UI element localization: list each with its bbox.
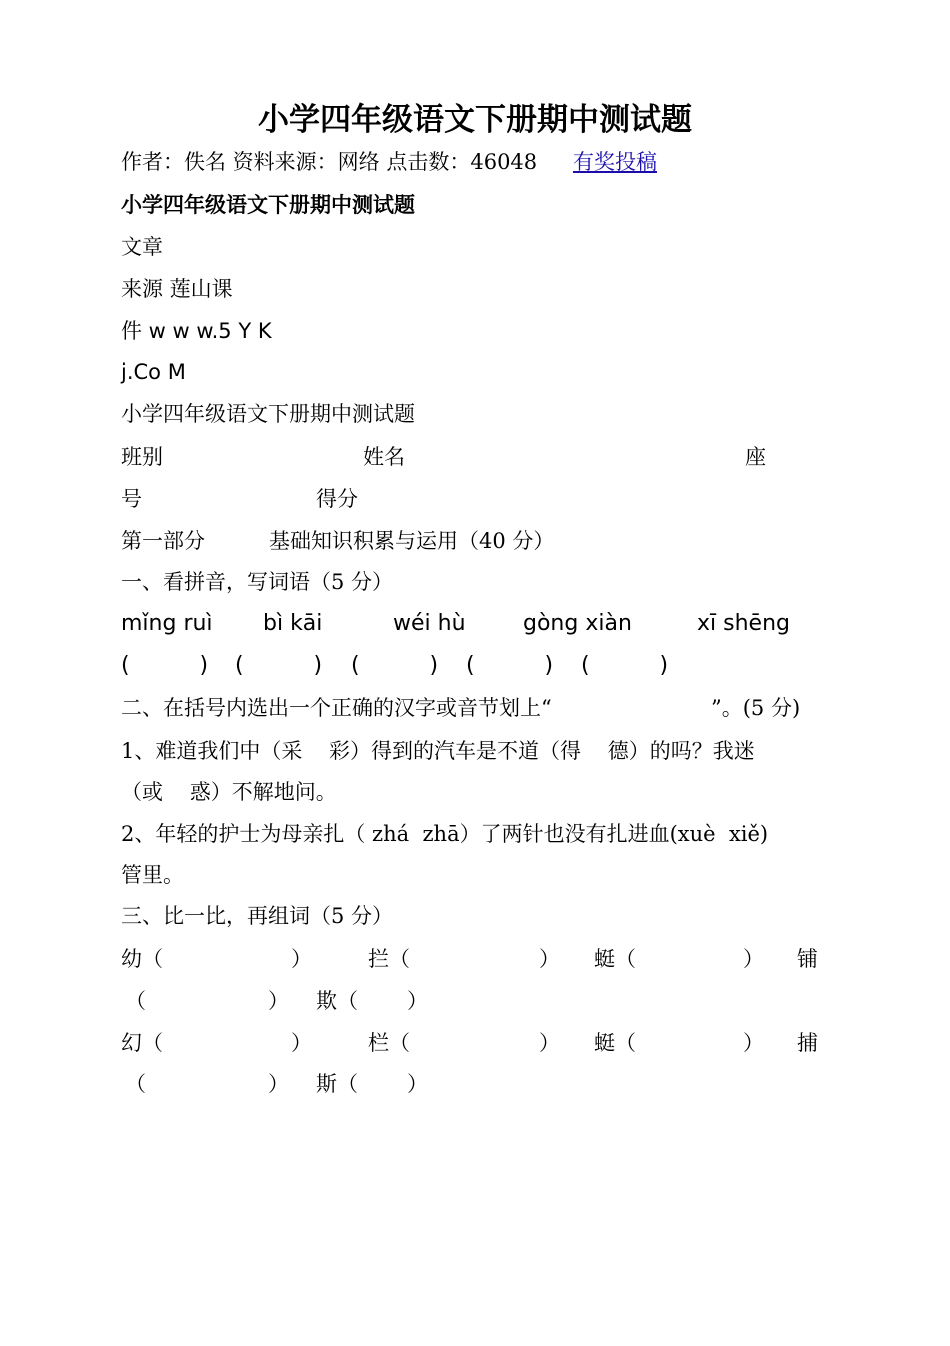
compare-cell: ） bbox=[539, 1031, 560, 1055]
compare-cell: 铺 bbox=[797, 947, 818, 971]
question-2-text: 二、在括号内选出一个正确的汉字或音节划上“ bbox=[121, 696, 552, 720]
compare-cell: 拦（ bbox=[368, 947, 410, 971]
compare-cell: 栏（ bbox=[368, 1031, 410, 1055]
answer-bracket: ( ) bbox=[581, 653, 669, 678]
question-2-item-2: 2、年轻的护士为母亲扎（ zhá zhā）了两针也没有扎进血(xuè xiě) bbox=[121, 822, 769, 846]
compare-cell: 蜓（ bbox=[594, 947, 636, 971]
compare-cell: （ bbox=[125, 1072, 146, 1096]
compare-cell: 幼（ bbox=[121, 947, 163, 971]
compare-cell: 幻（ bbox=[121, 1031, 163, 1055]
compare-cell: ） bbox=[743, 1031, 764, 1055]
answer-bracket: ( ) bbox=[235, 653, 323, 678]
compare-cell: ） bbox=[539, 947, 560, 971]
meta-line bbox=[121, 148, 830, 176]
pinyin-item: mǐng ruì bbox=[121, 611, 213, 636]
class-label: 班别 bbox=[121, 445, 163, 469]
text-line: 件 w w w.5 Y K bbox=[121, 319, 272, 343]
text-line: j.Co M bbox=[121, 360, 186, 384]
pinyin-item: xī shēng bbox=[697, 611, 790, 636]
compare-cell: （ bbox=[125, 989, 146, 1013]
compare-cell: ） bbox=[743, 947, 764, 971]
question-3: 三、比一比，再组词（5 分） bbox=[121, 904, 394, 928]
seat-label-cont: 号 bbox=[121, 487, 142, 511]
compare-cell: ） bbox=[291, 947, 312, 971]
compare-cell: ） bbox=[268, 989, 289, 1013]
compare-cell: 欺（ bbox=[316, 989, 358, 1013]
compare-cell: ） bbox=[407, 989, 428, 1013]
compare-cell: 蜓（ bbox=[594, 1031, 636, 1055]
seat-label: 座 bbox=[745, 445, 766, 469]
subtitle: 小学四年级语文下册期中测试题 bbox=[121, 192, 415, 217]
compare-cell: ） bbox=[291, 1031, 312, 1055]
pinyin-item: bì kāi bbox=[263, 611, 323, 636]
question-2-item-1: 1、难道我们中（采 彩）得到的汽车是不道（得 德）的吗？我迷 bbox=[121, 739, 755, 763]
answer-bracket: ( ) bbox=[121, 653, 209, 678]
compare-cell: ） bbox=[407, 1072, 428, 1096]
question-2-end: ”。(5 分) bbox=[711, 696, 801, 720]
question-2-item-1-cont: （或 惑）不解地问。 bbox=[121, 780, 337, 804]
name-label: 姓名 bbox=[363, 445, 405, 469]
answer-bracket: ( ) bbox=[351, 653, 439, 678]
part-title: 基础知识积累与运用（40 分） bbox=[269, 529, 555, 553]
text-line: 小学四年级语文下册期中测试题 bbox=[121, 402, 415, 426]
compare-cell: 斯（ bbox=[316, 1072, 358, 1096]
meta-text: 作者：佚名 资料来源：网络 点击数：46048 bbox=[121, 150, 538, 174]
pinyin-item: wéi hù bbox=[393, 611, 466, 636]
compare-cell: 捕 bbox=[797, 1031, 818, 1055]
score-label: 得分 bbox=[316, 487, 358, 511]
text-line: 文章 bbox=[121, 235, 163, 259]
text-line: 来源 莲山课 bbox=[121, 277, 233, 301]
question-1: 一、看拼音，写词语（5 分） bbox=[121, 570, 394, 594]
compare-cell: ） bbox=[268, 1072, 289, 1096]
answer-bracket: ( ) bbox=[466, 653, 554, 678]
part-label: 第一部分 bbox=[121, 529, 205, 553]
question-2-item-2-cont: 管里。 bbox=[121, 863, 184, 887]
submit-link[interactable]: 有奖投稿 bbox=[573, 150, 657, 174]
pinyin-item: gòng xiàn bbox=[523, 611, 632, 636]
page-title: 小学四年级语文下册期中测试题 bbox=[258, 102, 692, 138]
